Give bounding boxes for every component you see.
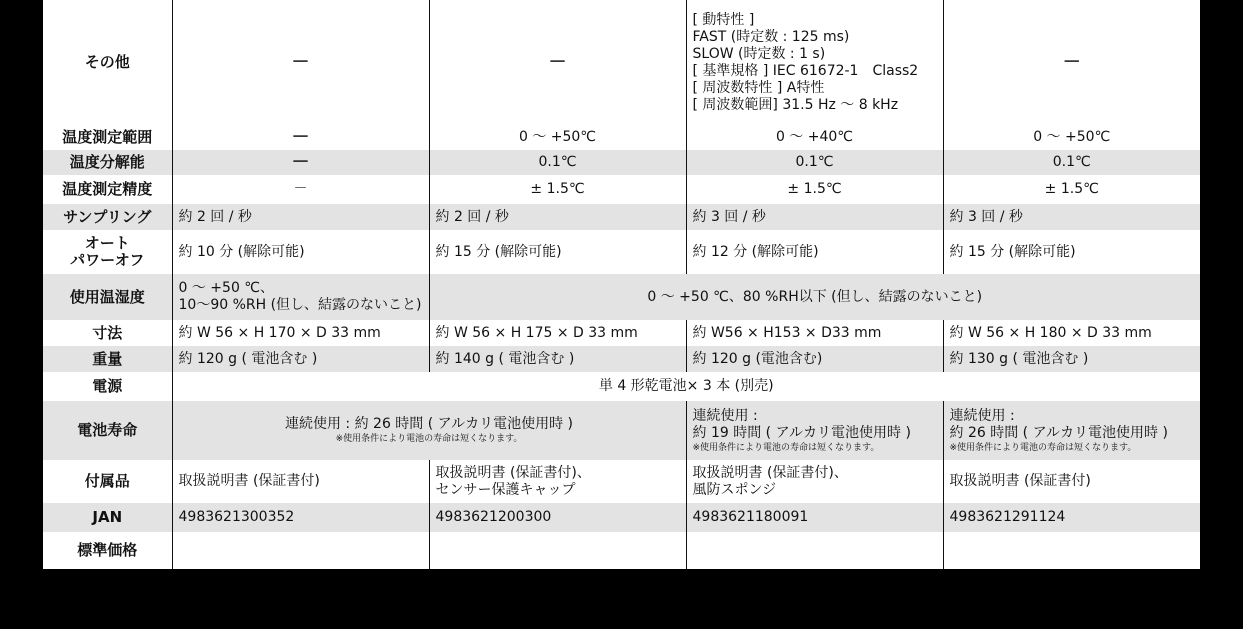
row-label: 温度分解能 <box>43 150 172 175</box>
row-temp-accuracy <box>43 175 1200 204</box>
row-other <box>43 0 1200 125</box>
cell-line: [ 動特性 ] <box>692 11 755 28</box>
cell-line: [ 周波数範囲] 31.5 Hz ～ 8 kHz <box>692 96 899 113</box>
cell-line: 取扱説明書 (保証書付)、 <box>692 464 848 481</box>
row-label: JAN <box>43 503 172 532</box>
row-auto-power-off <box>43 230 1200 274</box>
row-label: 温度測定精度 <box>43 175 172 204</box>
row-label: サンプリング <box>43 204 172 230</box>
row-label: その他 <box>43 0 172 125</box>
row-power <box>43 372 1200 401</box>
row-label: 電池寿命 <box>43 401 172 460</box>
spec-cell: 0.1℃ <box>943 150 1200 175</box>
spec-cell: 取扱説明書 (保証書付) <box>943 460 1200 503</box>
spec-cell: － <box>172 125 429 150</box>
spec-cell: 0 ～ +50℃ <box>943 125 1200 150</box>
spec-cell <box>429 532 686 569</box>
spec-cell: 0 ～ +50℃ <box>429 125 686 150</box>
spec-cell: 4983621291124 <box>943 503 1200 532</box>
spec-cell <box>686 532 943 569</box>
cell-line: FAST (時定数 : 125 ms) <box>692 28 850 45</box>
spec-cell: 約 10 分 (解除可能) <box>172 230 429 274</box>
spec-cell: 4983621180091 <box>686 503 943 532</box>
cell-line: 約 26 時間 ( アルカリ電池使用時 ) <box>949 424 1168 441</box>
row-label: 重量 <box>43 346 172 372</box>
spec-cell: ± 1.5℃ <box>686 175 943 204</box>
spec-cell <box>943 532 1200 569</box>
spec-cell: 約 120 g (電池含む) <box>686 346 943 372</box>
spec-cell <box>943 401 1200 460</box>
spec-cell: 約 2 回 / 秒 <box>172 204 429 230</box>
row-label-line: オート <box>84 234 130 252</box>
spec-cell: 0.1℃ <box>686 150 943 175</box>
spec-cell: 単 4 形乾電池× 3 本 (別売) <box>172 372 1200 401</box>
row-label: 電源 <box>43 372 172 401</box>
spec-table <box>43 0 1200 569</box>
cell-line: 約 19 時間 ( アルカリ電池使用時 ) <box>692 424 911 441</box>
cell-note: ※使用条件により電池の寿命は短くなります。 <box>692 442 880 453</box>
spec-cell <box>686 401 943 460</box>
cell-line: [ 周波数特性 ] A特性 <box>692 79 825 96</box>
row-label <box>43 230 172 274</box>
cell-line: 風防スポンジ <box>692 481 777 498</box>
spec-cell <box>686 460 943 503</box>
spec-cell: 4983621300352 <box>172 503 429 532</box>
cell-line: 0 ～ +50 ℃、 <box>178 280 275 296</box>
row-weight <box>43 346 1200 372</box>
spec-cell: ± 1.5℃ <box>429 175 686 204</box>
row-accessories <box>43 460 1200 503</box>
spec-cell: 4983621200300 <box>429 503 686 532</box>
cell-line: 連続使用 : 約 26 時間 ( アルカリ電池使用時 ) <box>284 416 574 432</box>
row-operating-env <box>43 274 1200 320</box>
cell-line: [ 基準規格 ] IEC 61672-1 Class2 <box>692 62 919 79</box>
spec-cell <box>172 274 429 320</box>
row-jan <box>43 503 1200 532</box>
spec-cell: 約 W 56 × H 180 × D 33 mm <box>943 320 1200 346</box>
spec-cell: 0.1℃ <box>429 150 686 175</box>
spec-cell <box>172 401 686 460</box>
spec-cell: － <box>172 0 429 125</box>
spec-cell <box>686 0 943 125</box>
spec-cell: － <box>943 0 1200 125</box>
spec-cell: 0 ～ +50 ℃、80 %RH以下 (但し、結露のないこと) <box>429 274 1200 320</box>
row-temp-resolution <box>43 150 1200 175</box>
spec-cell: 約 15 分 (解除可能) <box>943 230 1200 274</box>
spec-cell: ± 1.5℃ <box>943 175 1200 204</box>
spec-cell: 約 2 回 / 秒 <box>429 204 686 230</box>
spec-cell <box>429 460 686 503</box>
row-label: 寸法 <box>43 320 172 346</box>
spec-cell: － <box>172 150 429 175</box>
cell-note: ※使用条件により電池の寿命は短くなります。 <box>335 434 523 444</box>
row-price <box>43 532 1200 569</box>
cell-line: 取扱説明書 (保証書付)、 <box>435 464 591 481</box>
cell-line: センサー保護キャップ <box>435 481 576 498</box>
spec-cell <box>172 532 429 569</box>
spec-cell: 約 140 g ( 電池含む ) <box>429 346 686 372</box>
spec-cell: 約 W 56 × H 170 × D 33 mm <box>172 320 429 346</box>
spec-cell: 取扱説明書 (保証書付) <box>172 460 429 503</box>
row-sampling <box>43 204 1200 230</box>
spec-cell: 約 3 回 / 秒 <box>686 204 943 230</box>
cell-line: 連続使用 : <box>949 407 1015 424</box>
spec-table-body <box>43 0 1200 569</box>
row-label: 使用温湿度 <box>43 274 172 320</box>
cell-line: SLOW (時定数 : 1 s) <box>692 45 826 62</box>
spec-cell: － <box>172 175 429 204</box>
row-dimensions <box>43 320 1200 346</box>
spec-cell: 0 ～ +40℃ <box>686 125 943 150</box>
row-label: 標準価格 <box>43 532 172 569</box>
row-label-line: パワーオフ <box>70 251 145 269</box>
spec-cell: 約 130 g ( 電池含む ) <box>943 346 1200 372</box>
spec-cell: 約 W 56 × H 175 × D 33 mm <box>429 320 686 346</box>
row-label: 付属品 <box>43 460 172 503</box>
cell-line: 10～90 %RH (但し、結露のないこと) <box>178 297 422 313</box>
spec-cell: 約 120 g ( 電池含む ) <box>172 346 429 372</box>
spec-cell: 約 3 回 / 秒 <box>943 204 1200 230</box>
row-temp-range <box>43 125 1200 150</box>
spec-cell: 約 W56 × H153 × D33 mm <box>686 320 943 346</box>
spec-cell: － <box>429 0 686 125</box>
cell-note: ※使用条件により電池の寿命は短くなります。 <box>949 442 1137 453</box>
cell-line: 連続使用 : <box>692 407 758 424</box>
row-label: 温度測定範囲 <box>43 125 172 150</box>
spec-cell: 約 15 分 (解除可能) <box>429 230 686 274</box>
row-battery-life <box>43 401 1200 460</box>
spec-cell: 約 12 分 (解除可能) <box>686 230 943 274</box>
